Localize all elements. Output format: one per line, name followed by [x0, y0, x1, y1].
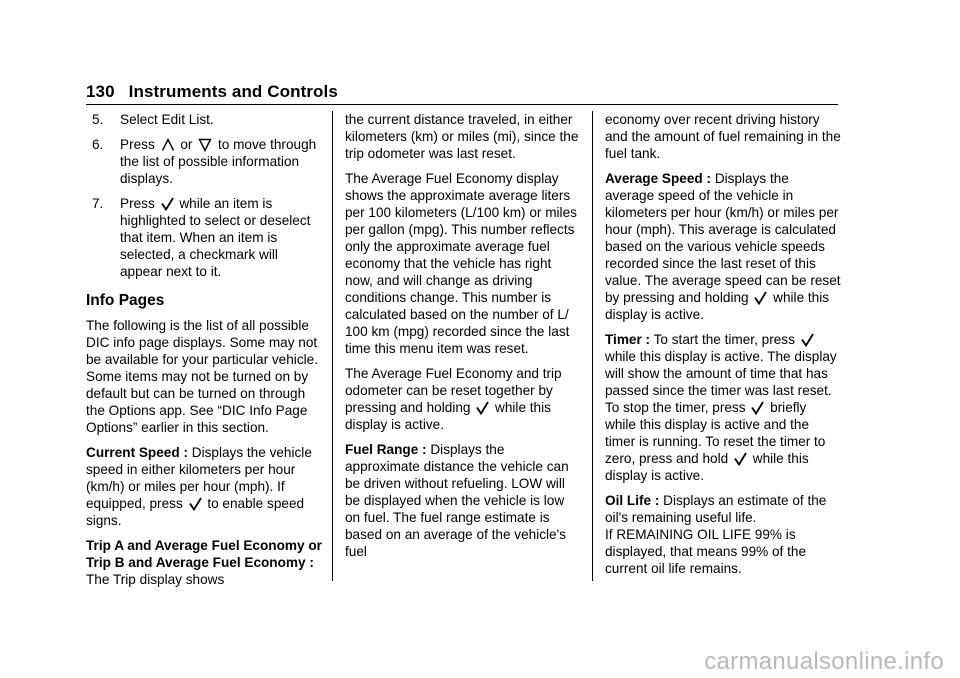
step-text: while an item is highlighted to select or deselect that item. When an item is selected, a checkmark will appear next to it. — [120, 196, 311, 279]
paragraph — [605, 170, 841, 323]
checkmark-icon — [476, 401, 489, 415]
paragraph: economy over recent driving history and the amount of fuel remaining in the fuel tank. — [605, 112, 841, 161]
checkmark-icon — [189, 497, 202, 511]
step-text: Press — [120, 196, 155, 211]
page-number: 130 — [86, 82, 115, 101]
term-text: Displays the vehicle speed in either kilometers per hour (km/h) or miles per hour (mph). If equipped, press — [86, 445, 312, 511]
checkmark-icon — [161, 197, 174, 211]
checkmark-icon — [751, 401, 764, 415]
column-divider — [592, 111, 593, 581]
paragraph: The Average Fuel Economy display shows the approximate average liters per 100 kilometers (L/100 km) or miles per gallon (mpg). This number reflects only the approximate average fuel economy that the vehicle has right now, and will change as driving conditions change. This number is calculated based on the number of L/ 100 km (mpg) recorded since the last time this menu item was reset. — [345, 171, 577, 356]
watermark[interactable]: carmanualsonline.info — [704, 648, 944, 675]
paragraph — [86, 444, 322, 529]
term-text: Displays the average speed of the vehicle in kilometers per hour (km/h) or miles per hour (mph). This average is calculated based on the various vehicle speeds recorded since the last reset of this value. The average speed can be reset by pressing and holding — [605, 171, 841, 305]
paragraph-text: The Average Fuel Economy and trip odometer can be reset together by pressing and holding — [345, 366, 562, 415]
checkmark-icon — [734, 452, 747, 466]
paragraph — [605, 492, 841, 526]
step-text: Press — [120, 137, 155, 152]
paragraph: the current distance traveled, in either kilometers (km) or miles (mi), since the trip odometer was last reset. — [345, 112, 579, 161]
step-text: to move through the list of possible information displays. — [120, 137, 317, 186]
term-label: Current Speed : — [86, 445, 188, 460]
term-text: To start the timer, press — [653, 332, 795, 347]
term-label: Oil Life : — [605, 493, 660, 508]
column-1 — [86, 111, 322, 596]
thumbwheel-up-icon — [161, 138, 175, 152]
section-heading: Info Pages — [86, 292, 165, 309]
step-number: 5. — [92, 112, 104, 127]
term-text: briefly while this display is active and the timer is running. To reset the timer to zero, press and hold — [605, 400, 826, 466]
term-label: Average Speed : — [605, 171, 712, 186]
step-text: or — [180, 137, 193, 152]
term-text: Displays the approximate distance the vehicle can be driven without refueling. LOW will be displayed when the vehicle is low on fuel. The fuel range estimate is based on an average of the vehicle's fuel — [345, 442, 569, 559]
paragraph — [86, 537, 322, 588]
term-text: to enable speed signs. — [86, 496, 305, 528]
paragraph: If REMAINING OIL LIFE 99% is displayed, that means 99% of the current oil life remains. — [605, 527, 807, 576]
header-rule — [86, 104, 838, 105]
term-label: Fuel Range : — [345, 442, 427, 457]
thumbwheel-down-icon — [198, 138, 212, 152]
page-title: Instruments and Controls — [128, 82, 338, 101]
term-text: The Trip display shows — [86, 572, 225, 587]
step-number: 6. — [92, 137, 104, 152]
checkmark-icon — [754, 291, 767, 305]
step-number: 7. — [92, 196, 104, 211]
term-text: Displays an estimate of the oil's remaining useful life. — [605, 493, 827, 525]
step-7 — [86, 195, 322, 280]
term-label: Timer : — [605, 332, 651, 347]
paragraph-text: while this display is active. — [345, 400, 551, 432]
paragraph: The following is the list of all possible DIC info page displays. Some may not be available for your particular vehicle. Some items may not be turned on by default but can be turned on through the Options app. See “DIC Info Page Options” earlier in this section. — [86, 318, 318, 435]
term-label: Trip A and Average Fuel Economy or Trip B and Average Fuel Economy : — [86, 538, 322, 570]
paragraph — [605, 331, 841, 484]
column-divider — [332, 111, 333, 581]
term-text: while this display is active. The display will show the amount of time that has passed since the timer was last reset. To stop the timer, press — [605, 349, 837, 415]
page-header — [86, 82, 338, 102]
checkmark-icon — [801, 333, 814, 347]
step-6 — [86, 136, 322, 187]
column-3 — [605, 111, 841, 585]
step-5 — [86, 111, 322, 128]
term-text: while this display is active. — [605, 451, 809, 483]
step-text: Select Edit List. — [120, 112, 214, 127]
term-text: while this display is active. — [605, 290, 830, 322]
paragraph — [345, 365, 581, 433]
column-2 — [345, 111, 581, 568]
paragraph — [345, 441, 581, 560]
